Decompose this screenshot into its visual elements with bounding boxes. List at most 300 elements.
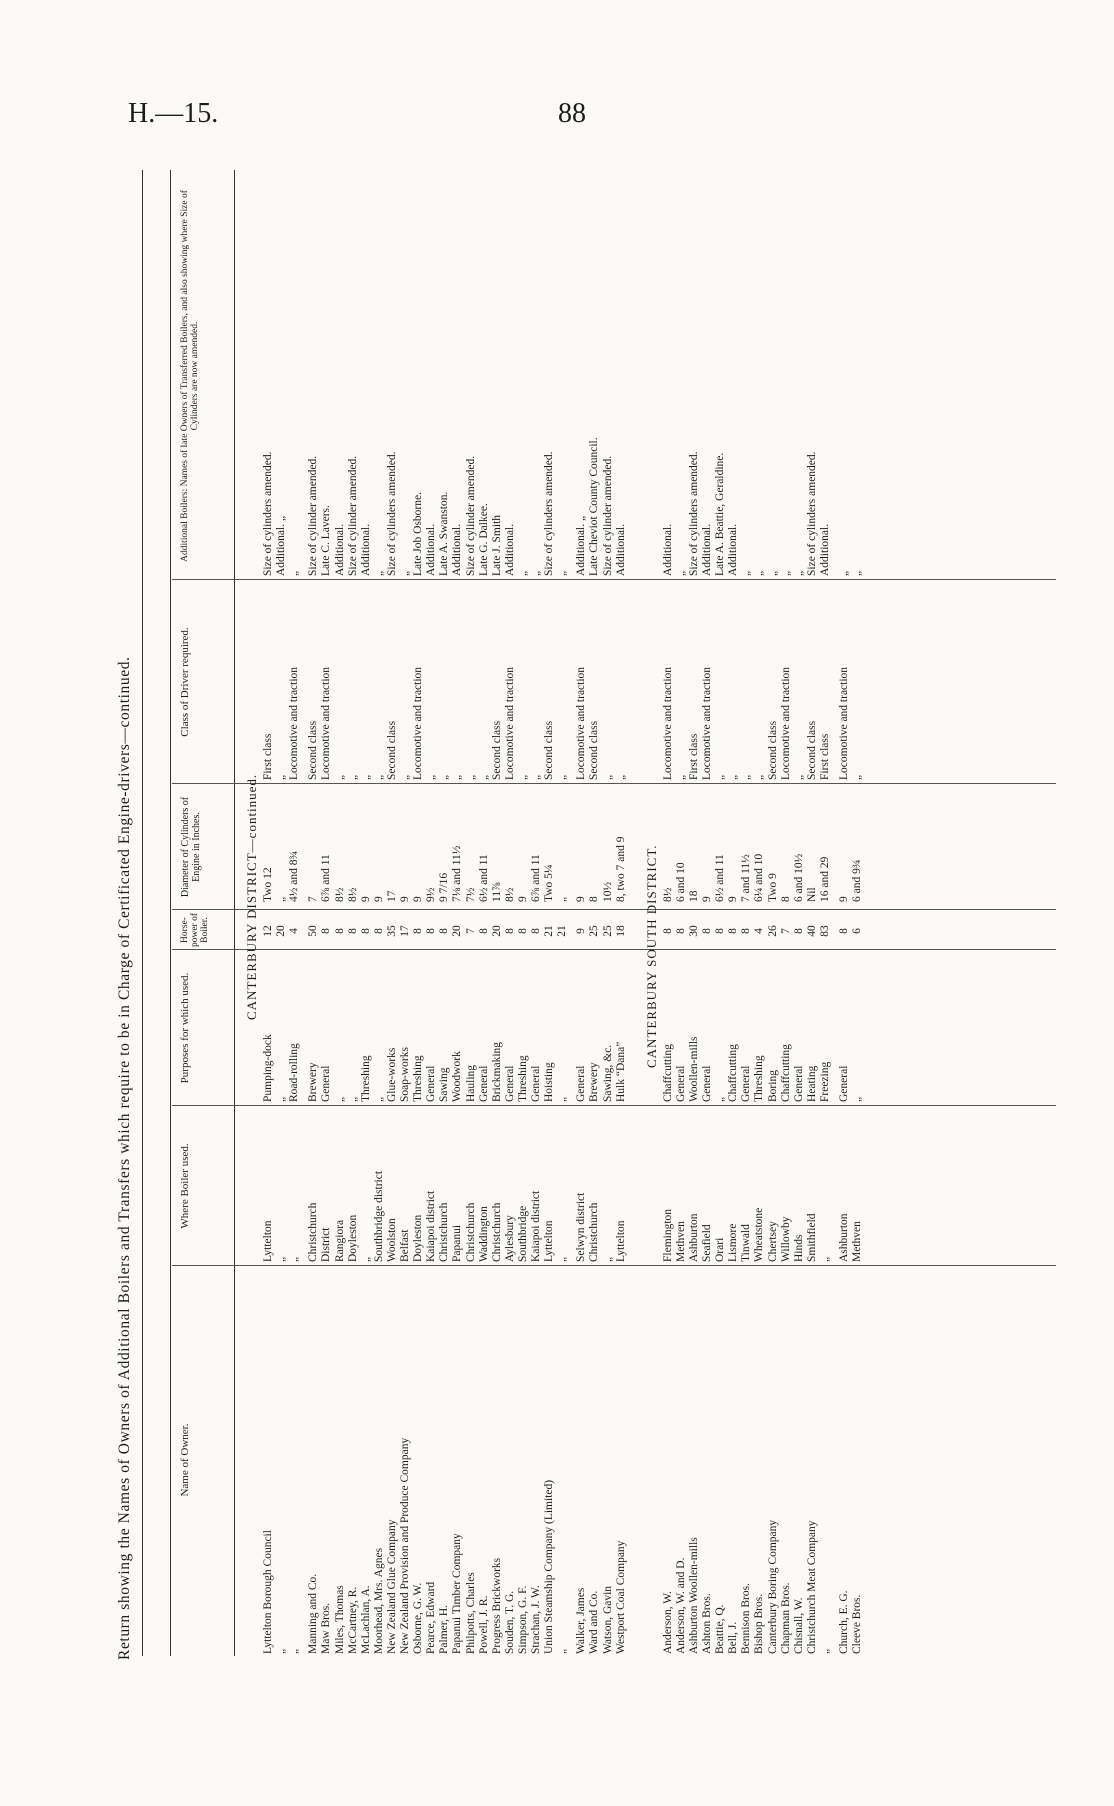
table-row [288, 170, 300, 1680]
diameter-cell: Two 12 [262, 867, 274, 902]
remarks-cell: „ [792, 570, 805, 576]
remarks-cell: Additional. [451, 523, 464, 576]
diameter-cell: 6 and 9¾ [851, 859, 864, 902]
document-reference: H.—15. [128, 98, 219, 129]
horse-power-cell: 17 [399, 925, 411, 937]
class-cell: „ [399, 774, 411, 780]
table-row [688, 170, 700, 1680]
horse-power-cell: 8 [516, 928, 529, 934]
purpose-cell: Threshing [412, 1055, 425, 1102]
where-cell: Doyleston [412, 1214, 425, 1262]
purpose-cell: Woodwork [451, 1051, 464, 1102]
horse-power-cell: 18 [614, 925, 627, 937]
page-number: 88 [558, 98, 586, 129]
class-cell: „ [516, 774, 529, 780]
remarks-cell: Size of cylinders amended. [543, 451, 556, 576]
title-rule [142, 170, 143, 1656]
table-row [275, 170, 287, 1680]
purpose-cell: Threshing [753, 1055, 766, 1102]
diameter-cell: 10½ [601, 881, 614, 902]
table-row [491, 170, 503, 1680]
horse-power-cell: 8 [674, 928, 687, 934]
diameter-cell: 16 and 29 [818, 856, 831, 902]
table-row [838, 170, 850, 1680]
table-row [780, 170, 792, 1680]
diameter-cell: 8½ [503, 887, 516, 902]
section-heading: CANTERBURY SOUTH DISTRICT. [643, 844, 659, 1068]
column-header-diameter: Diameter of Cylinders of Engine in Inches. [180, 796, 202, 898]
table-row [478, 170, 490, 1680]
purpose-cell: General [503, 1065, 516, 1102]
purpose-cell: Chaffcutting [779, 1044, 792, 1102]
class-cell: Locomotive and traction [838, 666, 850, 780]
owner-cell: Bishop Bros. [753, 1593, 766, 1654]
owner-cell: Lyttelton Borough Council [262, 1530, 274, 1654]
where-cell: Lyttelton [614, 1220, 627, 1262]
owner-cell: Beattie, Q. [714, 1604, 727, 1654]
horse-power-cell: 8 [372, 928, 385, 934]
table-row [851, 170, 863, 1680]
class-cell: „ [674, 774, 687, 780]
purpose-cell: Woollen-mills [687, 1036, 700, 1102]
owner-cell: Westport Coal Company [614, 1540, 627, 1654]
header-bottom-rule [234, 170, 235, 1656]
owner-cell: Osborne, G. W. [412, 1582, 425, 1654]
table-row [793, 170, 805, 1680]
where-cell: Flemington [661, 1208, 674, 1262]
where-cell: Chertsey [766, 1221, 779, 1262]
table-row [556, 170, 568, 1680]
purpose-cell: Hauling [464, 1064, 477, 1102]
owner-cell: Maw Bros. [320, 1602, 333, 1654]
horse-power-cell: 50 [307, 925, 320, 937]
diameter-cell: 8 [779, 896, 792, 902]
where-cell: Rangiora [333, 1219, 346, 1262]
where-cell: Methven [674, 1221, 687, 1262]
horse-power-cell: 83 [818, 925, 831, 937]
diameter-cell: 7½ [464, 887, 477, 902]
where-cell: „ [556, 1256, 569, 1262]
class-cell: „ [556, 774, 569, 780]
diameter-cell: 18 [687, 890, 700, 902]
remarks-cell: Size of cylinders amended. [385, 451, 398, 576]
table-row [334, 170, 346, 1680]
horse-power-cell: 35 [385, 925, 398, 937]
diameter-cell: 9 [516, 896, 529, 902]
diameter-cell: 7⅛ and 11½ [451, 845, 464, 902]
purpose-cell: Glue-works [385, 1047, 398, 1102]
remarks-cell: Size of cylinder amended. [464, 455, 477, 576]
where-cell: Lyttelton [543, 1220, 556, 1262]
where-cell: Woolston [385, 1218, 398, 1262]
horse-power-cell: 20 [451, 925, 464, 937]
horse-power-cell: 25 [601, 925, 614, 937]
table-row [701, 170, 713, 1680]
table-row [399, 170, 411, 1680]
diameter-cell: 17 [385, 890, 398, 902]
remarks-cell: „ [674, 570, 687, 576]
diameter-cell: 8, two 7 and 9 [614, 836, 627, 902]
owner-cell: Palmer, H. [438, 1604, 451, 1654]
diameter-cell: 6¼ and 10 [753, 853, 766, 902]
purpose-cell: Brewery [588, 1062, 601, 1102]
owner-cell: Cleeve Bros. [851, 1594, 864, 1654]
owner-cell: Anderson, W. [661, 1591, 674, 1654]
class-cell: Second class [588, 720, 601, 780]
owner-cell: Ashburton Woollen-mills [687, 1537, 700, 1654]
where-cell: Christchurch [438, 1202, 451, 1262]
remarks-cell: Additional. [614, 523, 627, 576]
diameter-cell: „ [275, 896, 288, 902]
class-cell: Locomotive and traction [320, 666, 333, 780]
owner-cell: Strachan, J. W. [530, 1585, 542, 1654]
horse-power-cell: 8 [346, 928, 359, 934]
where-cell: „ [275, 1256, 288, 1262]
where-cell: Lismore [727, 1223, 740, 1262]
owner-cell: Progress Brickworks [490, 1557, 503, 1654]
horse-power-cell: 8 [727, 928, 740, 934]
remarks-cell: „ [753, 570, 766, 576]
class-cell: First class [818, 733, 831, 780]
where-cell: Ashburton [687, 1213, 700, 1262]
horse-power-cell: 8 [425, 928, 438, 934]
class-cell: Locomotive and traction [701, 666, 713, 780]
rotated-table-page [116, 170, 1076, 1680]
horse-power-cell: 21 [543, 925, 556, 937]
diameter-cell: 8 [588, 896, 601, 902]
horse-power-cell: 8 [359, 928, 372, 934]
purpose-cell: General [320, 1065, 333, 1102]
owner-cell: McLachlan, A. [359, 1585, 372, 1654]
purpose-cell: General [674, 1065, 687, 1102]
header-top-rule [170, 170, 171, 1656]
purpose-cell: Sawing, &c. [601, 1044, 614, 1102]
class-cell: „ [275, 774, 288, 780]
horse-power-cell: 21 [556, 925, 569, 937]
diameter-cell: „ [556, 896, 569, 902]
class-cell: „ [346, 774, 359, 780]
purpose-cell: General [792, 1065, 805, 1102]
class-cell: Locomotive and traction [288, 666, 301, 780]
remarks-cell: Size of cylinders amended. [262, 451, 274, 576]
horse-power-cell: 8 [714, 928, 727, 934]
purpose-cell: Brewery [307, 1062, 320, 1102]
remarks-cell: „ [288, 570, 301, 576]
owner-cell: New Zealand Glue Company [385, 1519, 398, 1654]
table-row [504, 170, 516, 1680]
table-row [465, 170, 477, 1680]
class-cell: „ [727, 774, 740, 780]
diameter-cell: 6½ and 11 [714, 854, 727, 902]
remarks-cell: Late A. Swanston. [438, 491, 451, 576]
class-cell: Second class [307, 720, 320, 780]
purpose-cell: „ [333, 1096, 346, 1102]
owner-cell: „ [818, 1648, 831, 1654]
diameter-cell: 7 and 11½ [740, 854, 753, 902]
horse-power-cell: 25 [588, 925, 601, 937]
remarks-cell: „ [740, 570, 753, 576]
where-cell: Southbridge [516, 1205, 529, 1262]
class-cell: „ [601, 774, 614, 780]
class-cell: „ [451, 774, 464, 780]
owner-cell: Miles, Thomas [333, 1585, 346, 1654]
table-row [347, 170, 359, 1680]
horse-power-cell: 40 [805, 925, 818, 937]
table-row [543, 170, 555, 1680]
table-row [767, 170, 779, 1680]
table-row [615, 170, 627, 1680]
class-cell: Second class [385, 720, 398, 780]
remarks-cell: Additional. „ [275, 515, 288, 576]
horse-power-cell: 8 [412, 928, 425, 934]
table-row [727, 170, 739, 1680]
where-cell: Selwyn district [575, 1192, 588, 1262]
remarks-cell: Size of cylinders amended. [805, 451, 818, 576]
table-row [412, 170, 424, 1680]
table-row [588, 170, 600, 1680]
remarks-cell: Late Job Osborne. [412, 492, 425, 576]
horse-power-cell: 8 [333, 928, 346, 934]
class-cell: Locomotive and traction [503, 666, 516, 780]
remarks-cell: Size of cylinder amended. [307, 455, 320, 576]
horse-power-cell: 8 [792, 928, 805, 934]
where-cell: Belfast [399, 1229, 411, 1262]
column-header-horse-power: Horse-power of Boiler. [180, 912, 210, 948]
table-title: Return showing the Names of Owners of Additional Boilers and Transfers which require to be in Charge of Certificated Engine-drivers—continued. [116, 656, 133, 1660]
diameter-cell: 9 [399, 896, 411, 902]
where-cell: Southbridge district [372, 1170, 385, 1262]
remarks-cell: „ [516, 570, 529, 576]
purpose-cell: „ [275, 1096, 288, 1102]
horse-power-cell: 9 [575, 928, 588, 934]
class-cell: „ [614, 774, 627, 780]
where-cell: Christchurch [307, 1202, 320, 1262]
class-cell: First class [687, 733, 700, 780]
purpose-cell: „ [346, 1096, 359, 1102]
horse-power-cell: 8 [477, 928, 490, 934]
horse-power-cell: 4 [288, 928, 301, 934]
where-cell: Aylesbury [503, 1215, 516, 1262]
where-cell: Papanui [451, 1224, 464, 1262]
owner-cell: „ [556, 1648, 569, 1654]
remarks-cell: „ [851, 570, 864, 576]
remarks-cell: Additional. [701, 523, 713, 576]
where-cell: District [320, 1227, 333, 1262]
horse-power-cell: 6 [851, 928, 864, 934]
diameter-cell: 9 [838, 896, 850, 902]
class-cell: „ [851, 774, 864, 780]
diameter-cell: 6½ and 11 [477, 854, 490, 902]
owner-cell: McCartney, R. [346, 1586, 359, 1654]
remarks-cell: Additional. [425, 523, 438, 576]
table-row [438, 170, 450, 1680]
class-cell: „ [714, 774, 727, 780]
class-cell: „ [333, 774, 346, 780]
remarks-cell: Size of cylinder amended. [346, 455, 359, 576]
diameter-cell: 9 [412, 896, 425, 902]
remarks-cell: Size of cylinders amended. [687, 451, 700, 576]
owner-cell: Union Steamship Company (Limited) [543, 1479, 556, 1654]
column-header-where: Where Boiler used. [179, 1143, 191, 1229]
table-row [425, 170, 437, 1680]
owner-cell: Anderson, W. and D. [674, 1557, 687, 1654]
purpose-cell: Chaffcutting [661, 1044, 674, 1102]
diameter-cell: 9 [575, 896, 588, 902]
where-cell: „ [359, 1256, 372, 1262]
class-cell: Second class [766, 720, 779, 780]
horse-power-cell: 7 [464, 928, 477, 934]
owner-cell: Papanui Timber Company [451, 1533, 464, 1654]
horse-power-cell: 8 [838, 928, 850, 934]
horse-power-cell: 26 [766, 925, 779, 937]
diameter-cell: 6 and 10 [674, 862, 687, 902]
where-cell: Christchurch [490, 1202, 503, 1262]
owner-cell: Philpotts, Charles [464, 1572, 477, 1654]
diameter-cell: 9 [359, 896, 372, 902]
class-cell: „ [753, 774, 766, 780]
remarks-cell: Additional. [359, 523, 372, 576]
diameter-cell: 6⅞ and 11 [320, 854, 333, 902]
diameter-cell: 9 [372, 896, 385, 902]
owner-cell: Christchurch Meat Company [805, 1520, 818, 1654]
table-row [530, 170, 542, 1680]
remarks-cell: Additional. [333, 523, 346, 576]
remarks-cell: „ [838, 570, 850, 576]
column-header-remarks: Additional Boilers: Names of late Owners of Transferred Boilers, and also showing where Size of Cylinders are now amended. [180, 190, 200, 562]
where-cell: Kaiapoi district [530, 1190, 542, 1262]
remarks-cell: Late A. Beattie, Geraldine. [714, 452, 727, 576]
column-header-purpose: Purposes for which used. [179, 972, 191, 1084]
owner-cell: Manning and Co. [307, 1573, 320, 1654]
class-cell: „ [425, 774, 438, 780]
owner-cell: Chapman Bros. [779, 1582, 792, 1654]
purpose-cell: „ [556, 1096, 569, 1102]
table-row [575, 170, 587, 1680]
class-cell: Locomotive and traction [575, 666, 588, 780]
owner-cell: Powell, J. R. [477, 1595, 490, 1654]
owner-cell: Church, E. G. [838, 1590, 850, 1654]
horse-power-cell: 20 [490, 925, 503, 937]
purpose-cell: General [740, 1065, 753, 1102]
owner-cell: New Zealand Provision and Produce Company [399, 1437, 411, 1654]
diameter-cell: 6⅞ and 11 [530, 854, 542, 902]
remarks-cell: „ [530, 570, 542, 576]
purpose-cell: Sawing [438, 1067, 451, 1102]
purpose-cell: Soap-works [399, 1047, 411, 1102]
remarks-cell: „ [779, 570, 792, 576]
table-row [819, 170, 831, 1680]
owner-cell: Simpson, G. F. [516, 1585, 529, 1654]
diameter-cell: 9 [727, 896, 740, 902]
where-cell: Lyttelton [262, 1220, 274, 1262]
remarks-cell: Additional. [818, 523, 831, 576]
owner-cell: Watson, Gavin [601, 1585, 614, 1654]
diameter-cell: 4½ and 8¾ [288, 850, 301, 902]
diameter-cell: Nil [805, 887, 818, 902]
table-row [806, 170, 818, 1680]
where-cell: Kaiapoi district [425, 1190, 438, 1262]
horse-power-cell: 20 [275, 925, 288, 937]
remarks-cell: Late G. Dalkee. [477, 503, 490, 576]
where-cell: „ [601, 1256, 614, 1262]
remarks-cell: Late Cheviot County Council. [588, 437, 601, 576]
where-cell: Orari [714, 1237, 727, 1262]
purpose-cell: Road-rolling [288, 1043, 301, 1102]
where-cell: Tinwald [740, 1224, 753, 1262]
class-cell: Locomotive and traction [779, 666, 792, 780]
table-row [451, 170, 463, 1680]
diameter-cell: 9 7/16 [438, 872, 451, 902]
horse-power-cell: 7 [779, 928, 792, 934]
purpose-cell: „ [372, 1096, 385, 1102]
purpose-cell: Brickmaking [490, 1041, 503, 1102]
horse-power-cell: 8 [701, 928, 713, 934]
diameter-cell: 9½ [425, 887, 438, 902]
diameter-cell: 9 [701, 896, 713, 902]
horse-power-cell: 8 [503, 928, 516, 934]
horse-power-cell: 8 [740, 928, 753, 934]
purpose-cell: General [530, 1065, 542, 1102]
column-header-owner: Name of Owner. [179, 1423, 191, 1497]
remarks-cell: Additional. [503, 523, 516, 576]
remarks-cell: Additional. [661, 523, 674, 576]
section-heading: CANTERBURY DISTRICT—continued. [244, 773, 259, 1020]
where-cell: Methven [851, 1221, 864, 1262]
diameter-cell: 8½ [661, 887, 674, 902]
table-row [307, 170, 319, 1680]
class-cell: „ [740, 774, 753, 780]
table-row [740, 170, 752, 1680]
owner-cell: Chisnall, W. [792, 1597, 805, 1654]
class-cell: „ [359, 774, 372, 780]
owner-cell: Bennison Bros. [740, 1583, 753, 1654]
table-row [753, 170, 765, 1680]
class-cell: „ [464, 774, 477, 780]
purpose-cell: Hoisting [543, 1062, 556, 1102]
remarks-cell: Additional. [727, 523, 740, 576]
table-row [373, 170, 385, 1680]
purpose-cell: General [425, 1065, 438, 1102]
purpose-cell: Heating [805, 1065, 818, 1102]
purpose-cell: Freezing [818, 1061, 831, 1102]
table-row [320, 170, 332, 1680]
diameter-cell: 8½ [333, 887, 346, 902]
where-cell: Hinds [792, 1234, 805, 1262]
where-cell: Wheatstone [753, 1207, 766, 1262]
class-cell: „ [438, 774, 451, 780]
owner-cell: Ward and Co. [588, 1590, 601, 1654]
where-cell: „ [288, 1256, 301, 1262]
owner-cell: Walker, James [575, 1587, 588, 1654]
purpose-cell: Threshing [516, 1055, 529, 1102]
purpose-cell: Hulk “Dana” [614, 1041, 627, 1102]
diameter-cell: Two 5¼ [543, 864, 556, 902]
where-cell: „ [818, 1256, 831, 1262]
remarks-cell: „ [399, 570, 411, 576]
diameter-cell: 11⅞ [490, 882, 503, 902]
horse-power-cell: 12 [262, 925, 274, 937]
purpose-cell: General [838, 1065, 850, 1102]
where-cell: Waddington [477, 1206, 490, 1262]
column-header-class: Class of Driver required. [179, 627, 191, 737]
where-cell: Willowby [779, 1216, 792, 1262]
where-cell: Seafield [701, 1224, 713, 1262]
remarks-cell: Size of cylinder amended. [601, 455, 614, 576]
purpose-cell: Chaffcutting [727, 1044, 740, 1102]
remarks-cell: „ [372, 570, 385, 576]
class-cell: „ [477, 774, 490, 780]
where-cell: Smithfield [805, 1213, 818, 1262]
